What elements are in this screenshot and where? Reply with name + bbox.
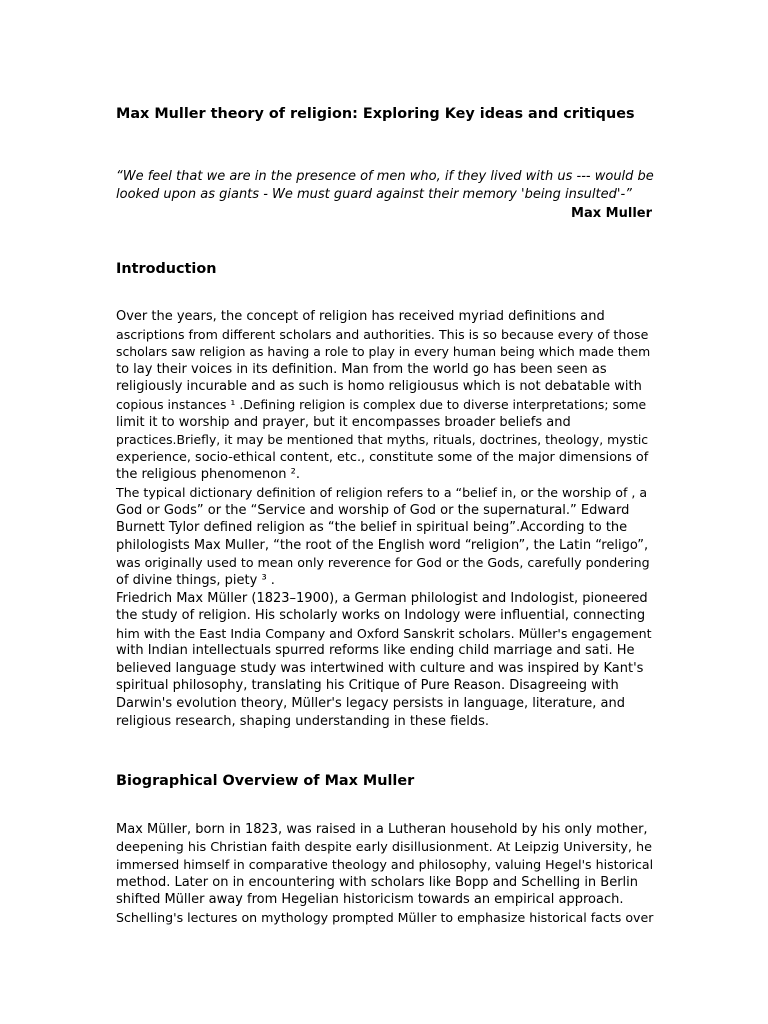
- text-line: Schelling's lectures on mythology prompted Müller to emphasize historical facts over: [116, 909, 654, 925]
- text-line: the religious phenomenon ².: [116, 467, 300, 483]
- text-line: Over the years, the concept of religion has received myriad definitions and: [116, 309, 605, 324]
- epigraph-quote: [116, 168, 654, 204]
- quote-line: looked upon as giants - We must guard against their memory 'being insulted'-”: [116, 187, 632, 202]
- text-line: experience, socio-ethical content, etc., constitute some of the major dimensions of: [116, 449, 649, 465]
- document-title: Max Muller theory of religion: Exploring Key ideas and critiques: [116, 106, 635, 122]
- text-line: the study of religion. His scholarly works on Indology were influential, connecting: [116, 608, 646, 624]
- text-line: practices.Briefly, it may be mentioned that myths, rituals, doctrines, theology, mystic: [116, 432, 649, 448]
- text-line: immersed himself in comparative theology and philosophy, valuing Hegel's historical: [116, 857, 654, 873]
- text-line: Friedrich Max Müller (1823–1900), a German philologist and Indologist, pioneered: [116, 590, 648, 606]
- text-line: ascriptions from different scholars and authorities. This is so because every of those: [116, 326, 649, 342]
- biography-body: [116, 821, 654, 927]
- text-line: limit it to worship and prayer, but it encompasses broader beliefs and: [116, 414, 571, 430]
- text-line: copious instances ¹ .Defining religion is complex due to diverse interpretations; some: [116, 396, 647, 412]
- introduction-heading: Introduction: [116, 261, 217, 277]
- quote-author: Max Muller: [571, 206, 652, 221]
- text-line: philologists Max Muller, “the root of the English word “religion”, the Latin “religo”,: [116, 537, 649, 553]
- text-line: Max Müller, born in 1823, was raised in a Lutheran household by his only mother,: [116, 822, 648, 837]
- text-line: religiously incurable and as such is homo religiousus which is not debatable with: [116, 379, 642, 395]
- text-line: was originally used to mean only reverence for God or the Gods, carefully pondering: [116, 555, 650, 571]
- quote-line: “We feel that we are in the presence of men who, if they lived with us --- would be: [116, 169, 654, 184]
- text-line: method. Later on in encountering with scholars like Bopp and Schelling in Berlin: [116, 874, 639, 890]
- text-line: of divine things, piety ³ .: [116, 572, 275, 588]
- text-line: God or Gods” or the “Service and worship of God or the supernatural.” Edward: [116, 502, 630, 518]
- text-line: believed language study was intertwined with culture and was inspired by Kant's: [116, 660, 644, 676]
- text-line: religious research, shaping understanding in these fields.: [116, 713, 490, 729]
- text-line: shifted Müller away from Hegelian historicism towards an empirical approach.: [116, 892, 624, 908]
- text-line: Burnett Tylor defined religion as “the belief in spiritual being”.According to the: [116, 520, 628, 536]
- biography-heading: Biographical Overview of Max Muller: [116, 773, 415, 789]
- text-line: scholars saw religion as having a role to play in every human being which made them: [116, 344, 651, 360]
- text-line: him with the East India Company and Oxford Sanskrit scholars. Müller's engagement: [116, 625, 652, 641]
- text-line: deepening his Christian faith despite early disillusionment. At Leipzig University, he: [116, 839, 653, 855]
- introduction-body: [116, 308, 654, 730]
- text-line: The typical dictionary definition of religion refers to a “belief in, or the worship of , a: [116, 484, 648, 500]
- text-line: to lay their voices in its definition. Man from the world go has been seen as: [116, 361, 607, 377]
- text-line: with Indian intellectuals spurred reforms like ending child marriage and sati. He: [116, 643, 635, 659]
- text-line: spiritual philosophy, translating his Critique of Pure Reason. Disagreeing with: [116, 678, 619, 694]
- text-line: Darwin's evolution theory, Müller's legacy persists in language, literature, and: [116, 696, 625, 712]
